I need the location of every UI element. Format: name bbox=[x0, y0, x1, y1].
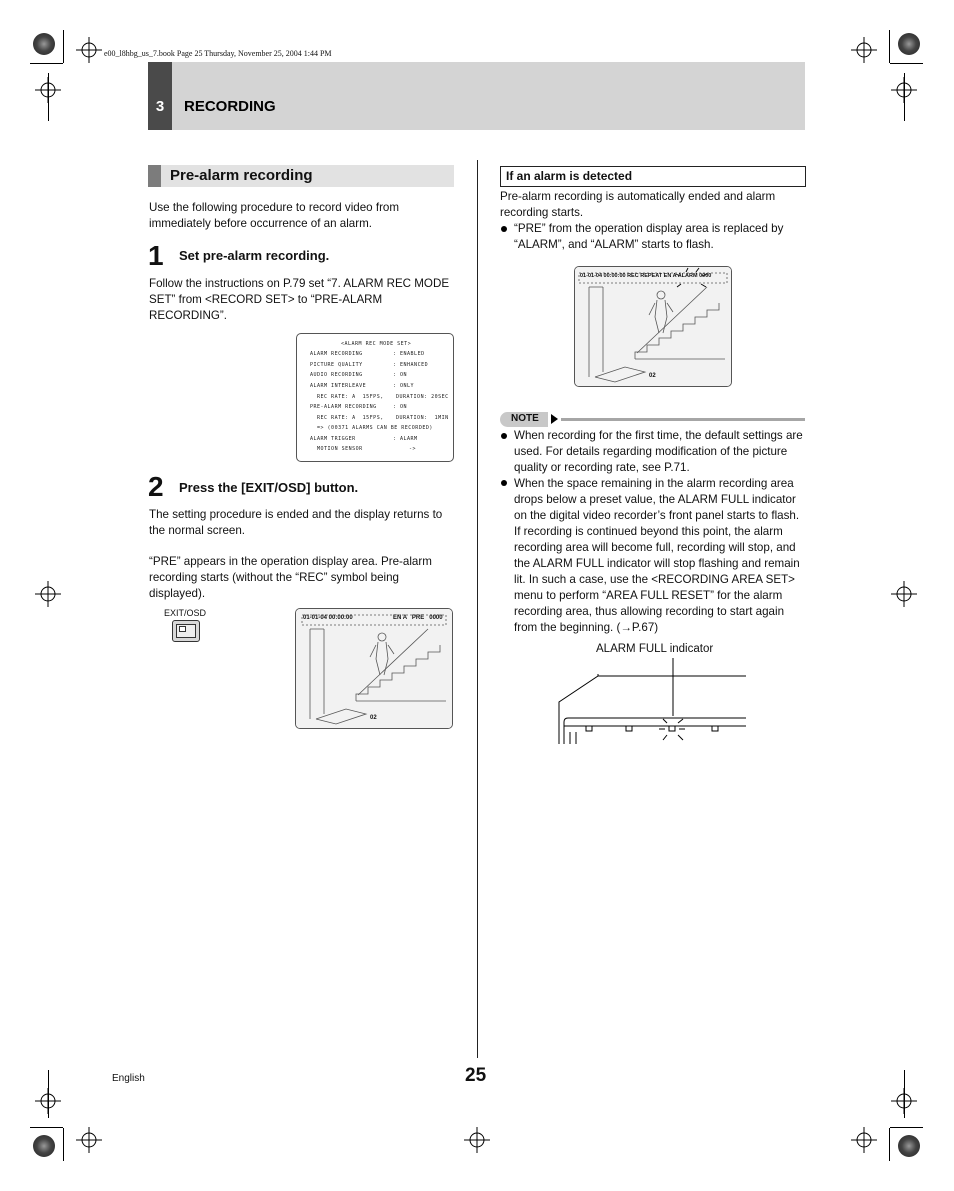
osd-row-value: : ONLY bbox=[393, 383, 415, 389]
staircase-scene-icon bbox=[296, 609, 452, 728]
osd-row-value: : ON bbox=[393, 372, 408, 378]
color-target-icon bbox=[33, 1135, 55, 1157]
exit-osd-label: EXIT/OSD bbox=[164, 608, 207, 618]
note-item-1: When recording for the first time, the default settings are used. For details regarding modification of the picture quality or recording rate, see P.71. bbox=[514, 429, 803, 474]
note-rule bbox=[561, 418, 805, 421]
note-item-2: When the space remaining in the alarm recording area drops below a preset value, the ALARM FULL indicator on the digital video recorder’s front panel starts to flash. If recording is continued beyond this point, the alarm recording area will become full, recording will stop, and the ALARM FULL indicator will stop flashing and remain lit. In such a case, use the <RECORDING AREA SET> menu to perform “AREA FULL RESET” for the alarm recording area, thus allowing recording to start again from the beginning. (→P.67) bbox=[514, 477, 800, 634]
chapter-number-box bbox=[148, 62, 172, 130]
osd-row-label: ALARM INTERLEAVE bbox=[310, 383, 367, 389]
chapter-title: RECORDING bbox=[184, 98, 276, 115]
alarm-screen-channel: 02 bbox=[649, 373, 656, 379]
alarm-recording-screen bbox=[574, 266, 732, 387]
pre-recording-screen bbox=[295, 608, 453, 729]
alarm-heading-box bbox=[500, 166, 806, 187]
osd-row-label: REC RATE: A 15FPS, bbox=[310, 394, 384, 400]
osd-row-value: DURATION: 20SEC bbox=[396, 394, 449, 400]
section-heading bbox=[148, 165, 454, 187]
bullet-icon bbox=[501, 480, 507, 486]
pre-screen-status: 01-01-04 00:00:00 bbox=[303, 615, 353, 621]
osd-row-label: ALARM TRIGGER bbox=[310, 436, 356, 442]
section-title: Pre-alarm recording bbox=[170, 167, 313, 184]
osd-menu-screen bbox=[296, 333, 454, 462]
pre-screen-channel: 02 bbox=[370, 715, 377, 721]
note-arrow-icon bbox=[551, 414, 558, 424]
alarm-body: Pre-alarm recording is automatically ended and alarm recording starts. bbox=[500, 190, 776, 219]
page-number: 25 bbox=[465, 1065, 487, 1086]
step-1-body: Follow the instructions on P.79 set “7. ALARM REC MODE SET” from <RECORD SET> to “PRE-ALARM RECORDING”. bbox=[149, 277, 450, 322]
step-2-body: The setting procedure is ended and the display returns to the normal screen. bbox=[149, 508, 443, 537]
alarm-bullet: “PRE” from the operation display area is replaced by “ALARM”, and “ALARM” starts to flash. bbox=[514, 222, 784, 251]
step-1-title: Set pre-alarm recording. bbox=[179, 248, 330, 263]
step-2-title: Press the [EXIT/OSD] button. bbox=[179, 480, 359, 495]
osd-row-label: => (00371 ALARMS CAN BE RECORDED) bbox=[310, 425, 433, 431]
osd-row-label: ALARM RECORDING bbox=[310, 351, 363, 357]
color-target-icon bbox=[33, 33, 55, 55]
step-1-number: 1 bbox=[148, 240, 164, 271]
osd-row-value: : ALARM bbox=[393, 436, 418, 442]
chapter-header bbox=[148, 62, 805, 130]
front-panel-illustration bbox=[556, 656, 750, 746]
pre-screen-status-right: EN A PRE 0000 bbox=[393, 615, 443, 621]
note-label: NOTE bbox=[511, 413, 539, 424]
osd-row-label: PRE-ALARM RECORDING bbox=[310, 404, 377, 410]
osd-row-label: REC RATE: A 15FPS, bbox=[310, 415, 384, 421]
column-divider bbox=[477, 160, 478, 1058]
alarm-heading: If an alarm is detected bbox=[506, 169, 633, 183]
staircase-scene-icon bbox=[575, 267, 731, 386]
print-slug: e00_l8hbg_us_7.book Page 25 Thursday, November 25, 2004 1:44 PM bbox=[104, 49, 332, 58]
footer-language: English bbox=[112, 1073, 145, 1084]
osd-row-value: : ENHANCED bbox=[393, 362, 429, 368]
osd-row-value: : ENABLED bbox=[393, 351, 425, 357]
step-2-body-2: “PRE” appears in the operation display area. Pre-alarm recording starts (without the “REC” symbol being displayed). bbox=[149, 555, 432, 600]
osd-row-label: PICTURE QUALITY bbox=[310, 362, 363, 368]
osd-row-label: MOTION SENSOR bbox=[310, 446, 363, 452]
color-target-icon bbox=[898, 1135, 920, 1157]
chapter-number: 3 bbox=[155, 98, 165, 115]
osd-row-value: -> bbox=[409, 446, 417, 452]
alarm-full-label: ALARM FULL indicator bbox=[596, 643, 714, 655]
osd-row-value: DURATION: 1MIN bbox=[396, 415, 449, 421]
bullet-icon bbox=[501, 226, 507, 232]
alarm-screen-status: 01-01-04 00:00:00 REC REPEAT EN A ALARM 0000 bbox=[580, 273, 712, 279]
section-intro: Use the following procedure to record video from immediately before occurrence of an alarm. bbox=[149, 201, 400, 230]
osd-row-label: AUDIO RECORDING bbox=[310, 372, 363, 378]
exit-osd-button-icon bbox=[172, 620, 200, 642]
step-2-number: 2 bbox=[148, 471, 164, 502]
osd-row-value: : ON bbox=[393, 404, 408, 410]
note-tag bbox=[500, 412, 548, 427]
osd-menu-title: <ALARM REC MODE SET> bbox=[341, 341, 412, 347]
color-target-icon bbox=[898, 33, 920, 55]
bullet-icon bbox=[501, 433, 507, 439]
